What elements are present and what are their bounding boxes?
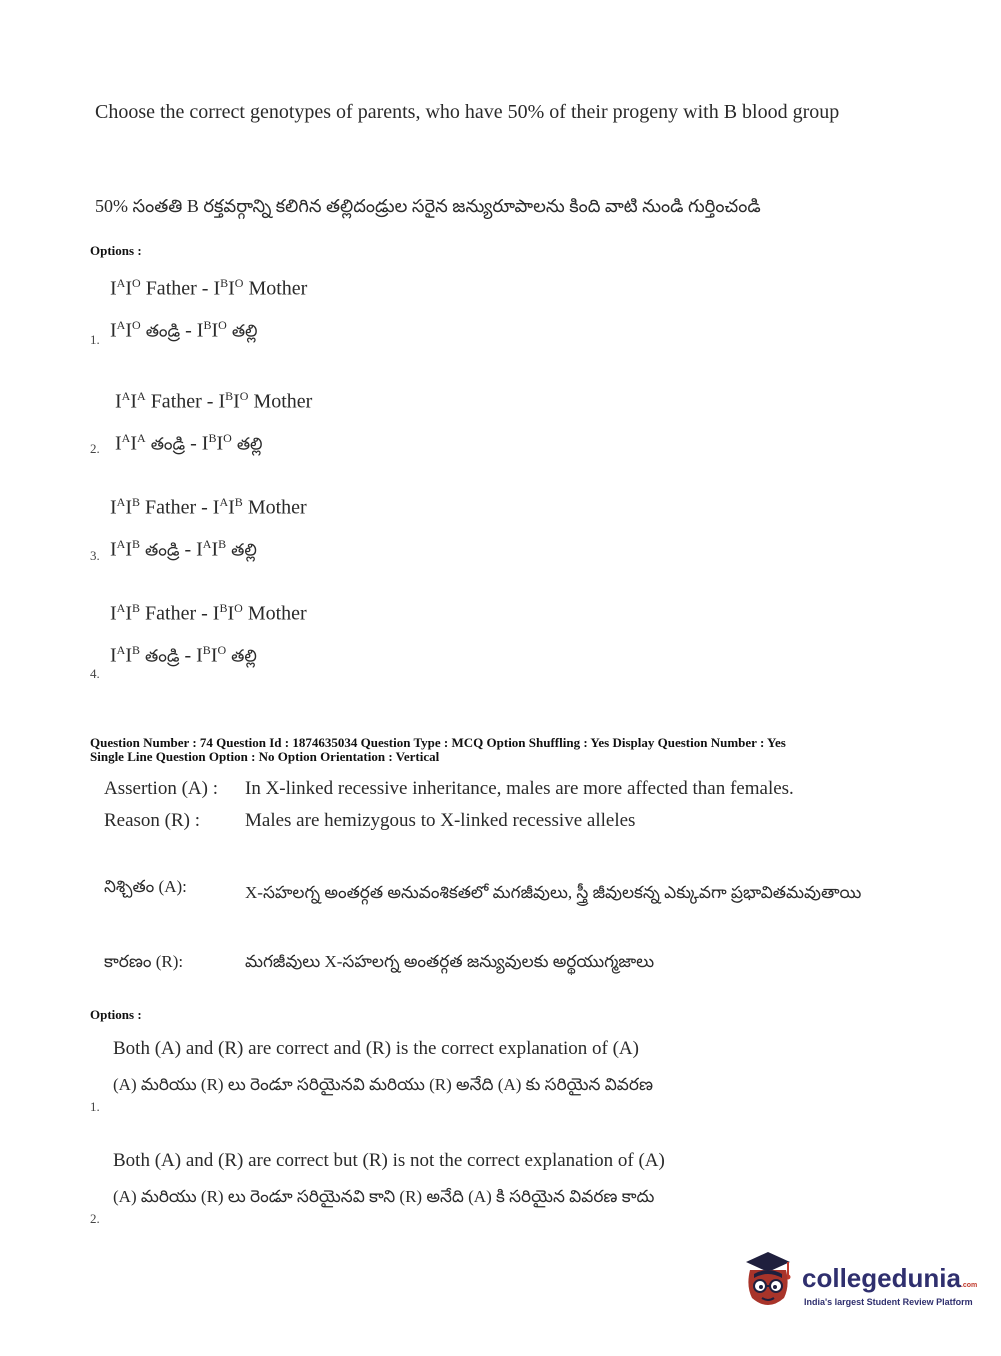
brand-tagline: India's largest Student Review Platform <box>804 1297 973 1307</box>
q74-option-2-number: 2. <box>90 1211 100 1226</box>
option-4 <box>110 595 307 669</box>
option-1-te: $I^AI^O$ తండ్రి - $I^BI^O$ తల్లి <box>110 317 258 342</box>
mascot-icon <box>738 1248 800 1314</box>
option-3 <box>110 489 307 563</box>
assertion-text: In X-linked recessive inheritance, males are more affected than females. <box>245 778 794 799</box>
option-3-number: 3. <box>90 548 100 563</box>
q74-option-2-en: Both (A) and (R) are correct but (R) is not the correct explanation of (A) <box>113 1150 665 1171</box>
option-2 <box>115 383 312 457</box>
question-meta-line-1: Question Number : 74 Question Id : 1874635034 Question Type : MCQ Option Shuffling : Yes Display Question Number : Yes <box>90 735 786 750</box>
q74-option-1-number: 1. <box>90 1099 100 1114</box>
option-2-te: $I^AI^A$ తండ్రి - $I^BI^O$ తల్లి <box>115 430 263 455</box>
brand-suffix: .com <box>960 1282 978 1289</box>
assertion-label-te: నిశ్చితం (A): <box>104 877 187 896</box>
option-3-te: $I^AI^B$ తండ్రి - $I^AI^B$ తల్లి <box>110 536 257 561</box>
option-1 <box>110 270 307 344</box>
question-meta-line-2: Single Line Question Option : No Option Orientation : Vertical <box>90 749 440 764</box>
option-4-te: $I^AI^B$ తండ్రి - $I^BI^O$ తల్లి <box>110 642 257 667</box>
assertion-label: Assertion (A) : <box>104 778 218 799</box>
question-text-en: Choose the correct genotypes of parents, who have 50% of their progeny with B blood group <box>95 101 840 123</box>
option-2-en: $I^AI^A$ Father - $I^BI^O$ Mother <box>115 389 313 413</box>
reason-text: Males are hemizygous to X-linked recessive alleles <box>245 810 636 831</box>
option-4-en: $I^AI^B$ Father - $I^BI^O$ Mother <box>110 601 307 625</box>
collegedunia-logo <box>738 1248 988 1318</box>
q74-option-1-te: (A) మరియు (R) లు రెండూ సరియైనవి మరియు (R) అనేది (A) కు సరియైన వివరణ <box>113 1075 654 1094</box>
question-text-te: 50% సంతతి B రక్తవర్గాన్ని కలిగిన తల్లిదండ్రుల సరైన జన్యురూపాలను కింది వాటి నుండి గుర్తించండి <box>95 196 761 216</box>
options-label-q74: Options : <box>90 1007 142 1022</box>
option-2-number: 2. <box>90 441 100 456</box>
brand-name: collegedunia.com <box>802 1263 978 1293</box>
option-1-number: 1. <box>90 332 100 347</box>
assertion-text-te: X-సహలగ్న అంతర్గత అనువంశికతలో మగజీవులు, స్త్రీ జీవులకన్న ఎక్కువగా ప్రభావితమవుతాయి <box>245 883 862 902</box>
options-label: Options : <box>90 243 142 258</box>
option-4-number: 4. <box>90 666 100 681</box>
reason-label: Reason (R) : <box>104 810 201 831</box>
q74-option-2-te: (A) మరియు (R) లు రెండూ సరియైనవి కాని (R) అనేది (A) కి సరియైన వివరణ కాదు <box>113 1187 655 1206</box>
reason-text-te: మగజీవులు X-సహలగ్న అంతర్గత జన్యువులకు అర్థయుగ్మజాలు <box>245 952 655 971</box>
reason-label-te: కారణం (R): <box>104 952 184 971</box>
q74-option-1-en: Both (A) and (R) are correct and (R) is the correct explanation of (A) <box>113 1038 639 1059</box>
option-1-en: $I^AI^O$ Father - $I^BI^O$ Mother <box>110 276 308 300</box>
option-3-en: $I^AI^B$ Father - $I^AI^B$ Mother <box>110 495 307 519</box>
